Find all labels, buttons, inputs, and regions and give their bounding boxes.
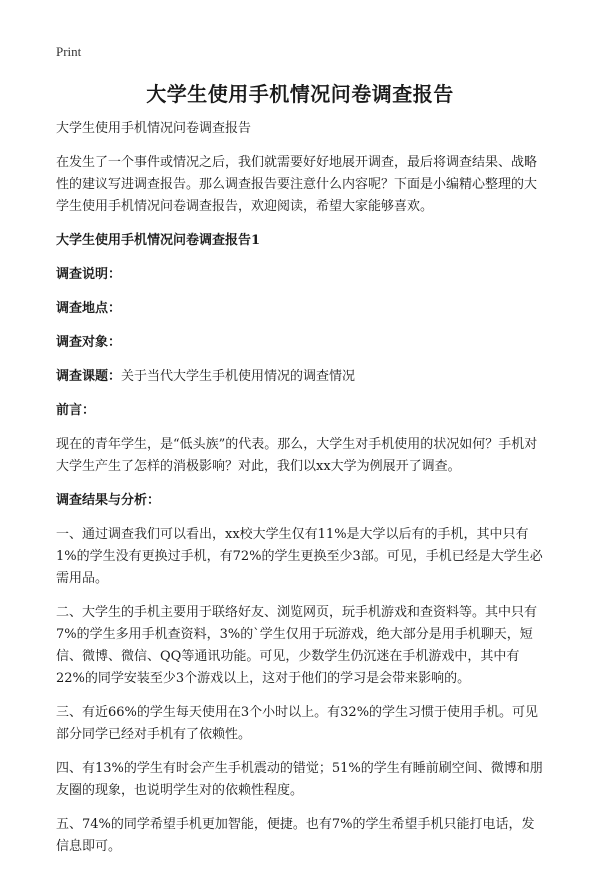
survey-description-label: 调查说明： <box>56 267 122 282</box>
subtitle: 大学生使用手机情况问卷调查报告 <box>56 121 252 136</box>
survey-topic-value: 关于当代大学生手机使用情况的调查情况 <box>121 369 356 384</box>
survey-place-row <box>56 298 546 320</box>
result-paragraph-2: 二、大学生的手机主要用于联络好友、浏览网页，玩手机游戏和查资料等。其中只有7%的学生多用手机查资料，3%的`学生仅用于玩游戏，绝大部分是用手机聊天，短信、微博、微信、QQ等通讯功能。可见，少数学生仍沉迷在手机游戏中，其中有22%的同学安装至少3个游戏以上，这对于他们的学习是会带来影响的。 <box>56 605 538 686</box>
intro-paragraph: 在发生了一个事件或情况之后，我们就需要好好地展开调查，最后将调查结果、战略性的建议写进调查报告。那么调查报告要注意什么内容呢？下面是小编精心整理的大学生使用手机情况问卷调查报告，欢迎阅读，希望大家能够喜欢。 <box>56 155 538 214</box>
preface-paragraph: 现在的青年学生，是“低头族”的代表。那么，大学生对手机使用的状况如何？手机对大学生产生了怎样的消极影响？对此，我们以xx大学为例展开了调查。 <box>56 437 538 474</box>
survey-target-label: 调查对象： <box>56 335 122 350</box>
survey-description-row <box>56 264 546 286</box>
result-paragraph-5: 五、74%的同学希望手机更加智能，便捷。也有7%的学生希望手机只能打电话，发信息即可。 <box>56 817 535 854</box>
page-title: 大学生使用手机情况问卷调查报告 <box>146 82 454 106</box>
survey-place-label: 调查地点： <box>56 301 122 316</box>
result-paragraph-1: 一、通过调查我们可以看出，xx校大学生仅有11%是大学以后有的手机，其中只有1%的学生没有更换过手机，有72%的学生更换至少3部。可见，手机已经是大学生必需用品。 <box>56 527 543 586</box>
document-body <box>56 118 546 870</box>
results-heading: 调查结果与分析： <box>56 493 161 508</box>
result-paragraph-3: 三、有近66%的学生每天使用在3个小时以上。有32%的学生习惯于使用手机。可见部分同学已经对手机有了依赖性。 <box>56 705 539 742</box>
survey-topic-label: 调查课题： <box>56 369 122 384</box>
preface-row <box>56 400 546 422</box>
survey-topic-row <box>56 366 546 388</box>
result-paragraph-4: 四、有13%的学生有时会产生手机震动的错觉；51%的学生有睡前刷空间、微博和朋友圈的现象，也说明学生对的依赖性程度。 <box>56 761 543 798</box>
survey-target-row <box>56 332 546 354</box>
preface-label: 前言： <box>56 403 96 418</box>
print-label[interactable]: Print <box>56 44 82 59</box>
report-heading: 大学生使用手机情况问卷调查报告1 <box>56 233 261 248</box>
